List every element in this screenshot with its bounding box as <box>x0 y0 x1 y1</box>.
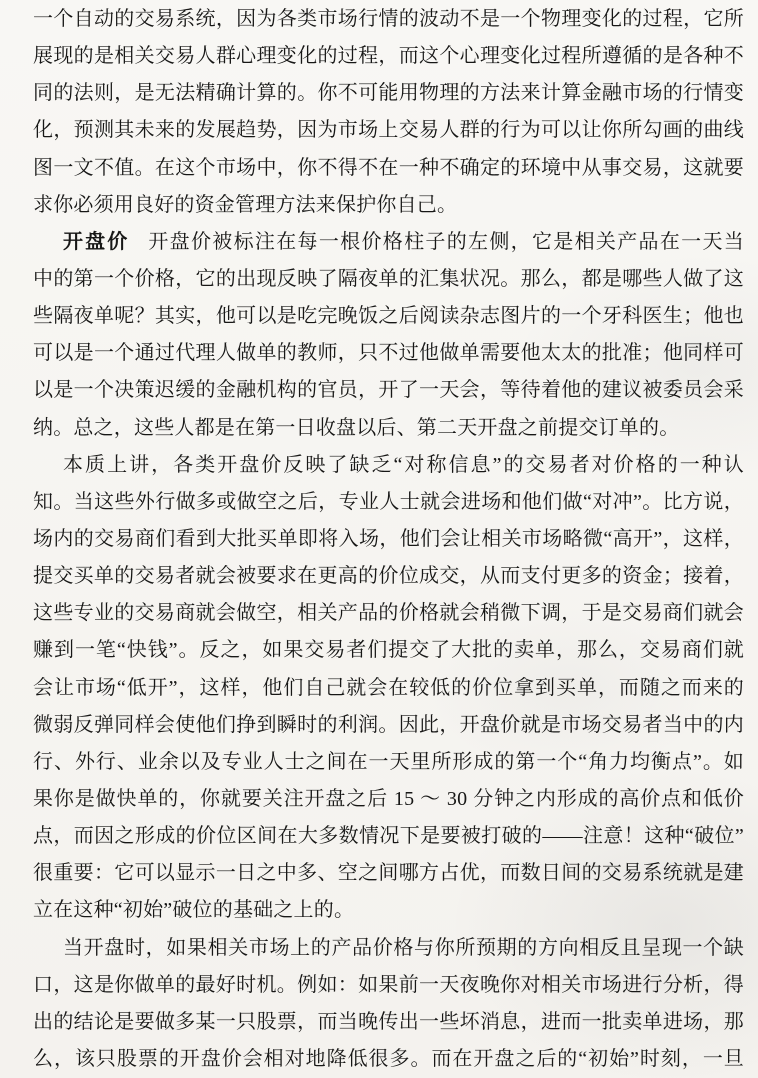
text-line: 么，该只股票的开盘价会相对地降低很多。而在开盘之后的“初始”时刻，一旦 <box>33 1047 744 1070</box>
text-line: 同的法则，是无法精确计算的。你不可能用物理的方法来计算金融市场的行情变 <box>33 82 744 105</box>
paragraph-lead-bold: 开盘价 <box>63 230 130 253</box>
text-line: 可以是一个通过代理人做单的教师，只不过他做单需要他太太的批准；他同样可 <box>33 342 744 365</box>
text-line: 出的结论是要做多某一只股票，而当晚传出一些坏消息，进而一批卖单进场，那 <box>33 1010 744 1033</box>
text-line: 赚到一笔“快钱”。反之，如果交易者们提交了大批的卖单，那么，交易商们就 <box>33 639 744 662</box>
text-line: 求你必须用良好的资金管理方法来保护你自己。 <box>33 193 458 216</box>
text-line: 果你是做快单的，你就要关注开盘之后 15 ～ 30 分钟之内形成的高价点和低价 <box>33 787 744 810</box>
text-line: 化，预测其未来的发展趋势，因为市场上交易人群的行为可以让你所勾画的曲线 <box>33 119 744 142</box>
paragraph <box>33 447 744 930</box>
text-line: 开盘价 开盘价被标注在每一根价格柱子的左侧，它是相关产品在一天当 <box>63 230 744 253</box>
text-line: 会让市场“低开”，这样，他们自己就会在较低的价位拿到买单，而随之而来的 <box>33 676 744 699</box>
text-line: 知。当这些外行做多或做空之后，专业人士就会进场和他们做“对冲”。比方说， <box>33 490 744 513</box>
text-line: 点，而因之形成的价位区间在大多数情况下是要被打破的——注意！这种“破位” <box>33 825 744 848</box>
text-line: 微弱反弹同样会使他们挣到瞬时的利润。因此，开盘价就是市场交易者当中的内 <box>33 713 744 736</box>
text-line: 些隔夜单呢？其实，他可以是吃完晚饭之后阅读杂志图片的一个牙科医生；他也 <box>33 305 744 328</box>
text-line: 纳。总之，这些人都是在第一日收盘以后、第二天开盘之前提交订单的。 <box>33 416 680 439</box>
text-line: 场内的交易商们看到大批买单即将入场，他们会让相关市场略微“高开”，这样， <box>33 527 744 550</box>
paragraph <box>33 1 744 224</box>
text-line: 本质上讲，各类开盘价反映了缺乏“对称信息”的交易者对价格的一种认 <box>63 453 744 476</box>
text-line: 图一文不值。在这个市场中，你不得不在一种不确定的环境中从事交易，这就要 <box>33 156 744 179</box>
text-line: 很重要：它可以显示一日之中多、空之间哪方占优，而数日间的交易系统就是建 <box>33 862 744 885</box>
text-line: 口，这是你做单的最好时机。例如：如果前一天夜晚你对相关市场进行分析，得 <box>33 973 744 996</box>
text-line: 立在这种“初始”破位的基础之上的。 <box>33 899 355 922</box>
paragraph <box>33 930 744 1078</box>
paragraph <box>33 224 744 447</box>
text-line: 中的第一个价格，它的出现反映了隔夜单的汇集状况。那么，都是哪些人做了这 <box>33 267 744 290</box>
text-line: 以是一个决策迟缓的金融机构的官员，开了一天会，等待着他的建议被委员会采 <box>33 379 744 402</box>
text-line: 当开盘时，如果相关市场上的产品价格与你所预期的方向相反且呈现一个缺 <box>63 936 744 959</box>
text-line: 这些专业的交易商就会做空，相关产品的价格就会稍微下调，于是交易商们就会 <box>33 602 744 625</box>
text-line: 展现的是相关交易人群心理变化的过程，而这个心理变化过程所遵循的是各种不 <box>33 45 744 68</box>
text-line: 提交买单的交易者就会被要求在更高的价位成交，从而支付更多的资金；接着， <box>33 565 744 588</box>
text-line: 一个自动的交易系统，因为各类市场行情的波动不是一个物理变化的过程，它所 <box>33 8 744 30</box>
text-line: 行、外行、业余以及专业人士之间在一天里所形成的第一个“角力均衡点”。如 <box>33 750 744 773</box>
